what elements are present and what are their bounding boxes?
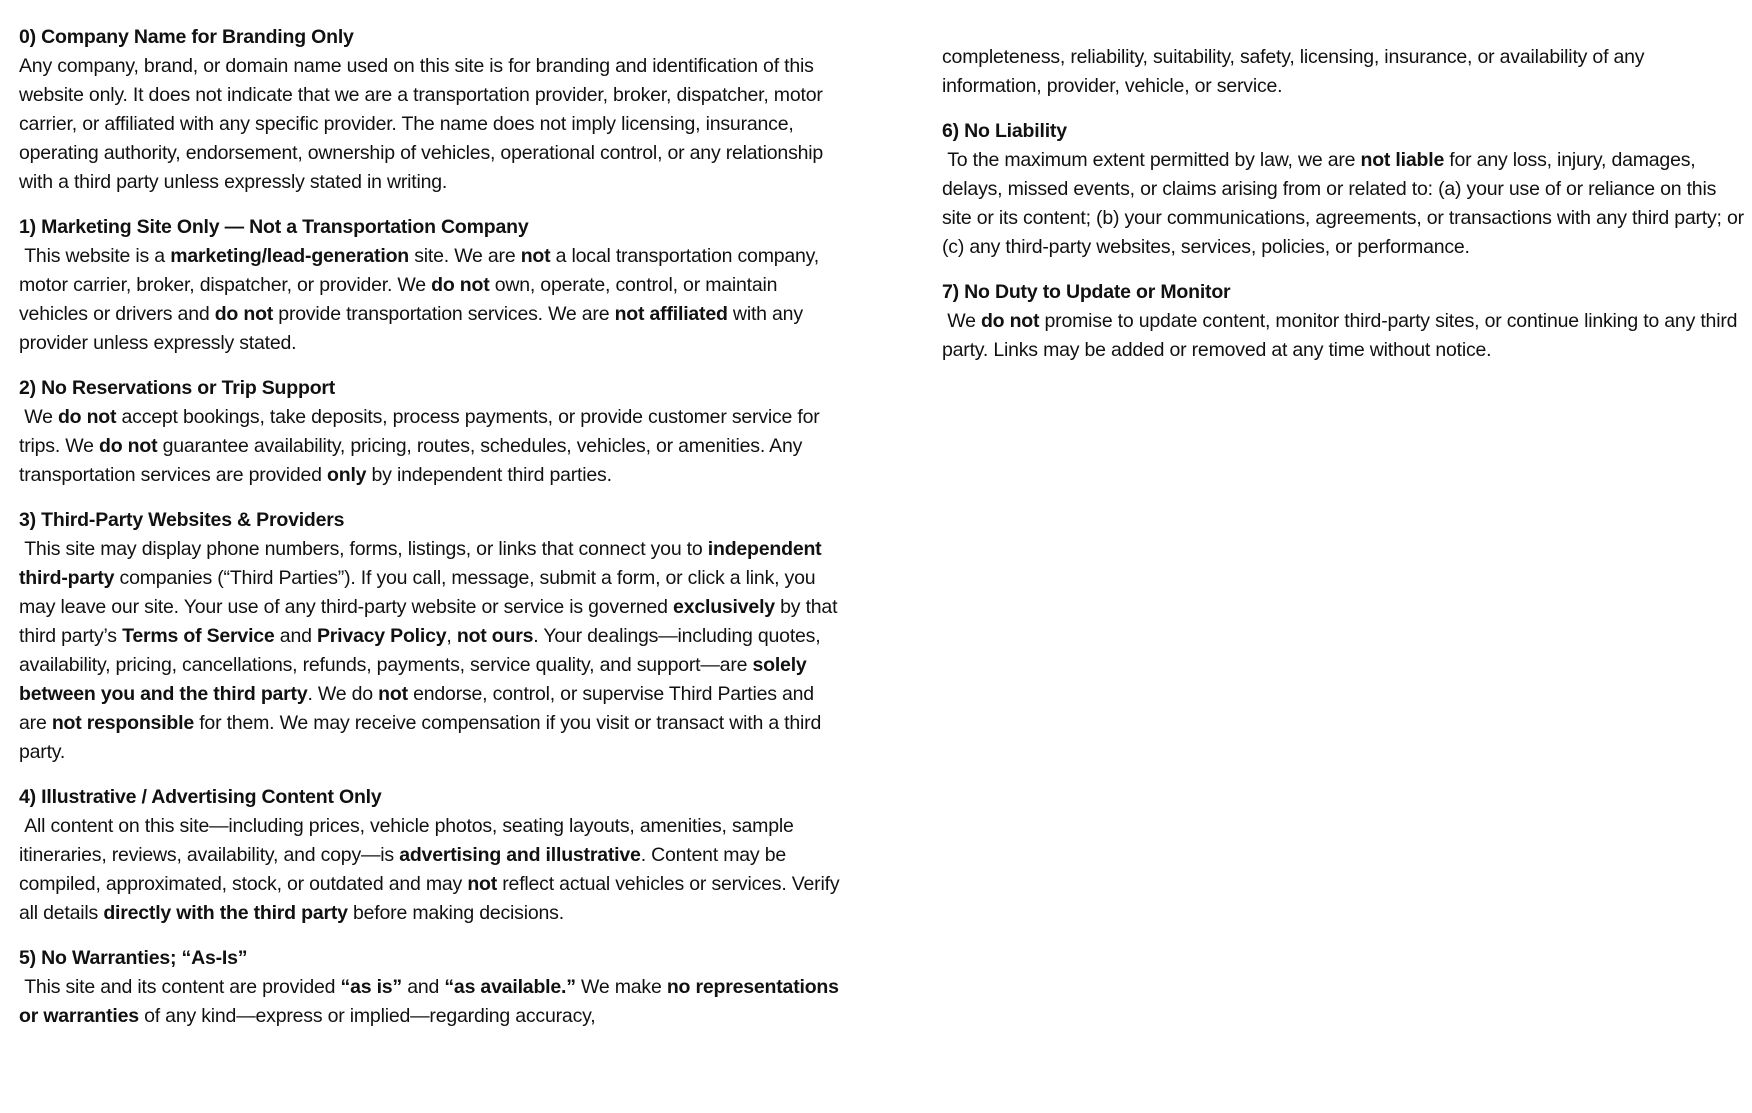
text-run: We make <box>575 976 667 998</box>
bold-text-run: no representations or warranties <box>19 976 845 1027</box>
bold-text-run: not ours <box>456 625 534 647</box>
section-body <box>19 973 845 1031</box>
section-body <box>19 812 845 928</box>
text-run: reflect actual vehicles or services. Verify all details <box>19 873 845 924</box>
section-heading: 5) No Warranties; “As-Is” <box>19 947 248 969</box>
bold-text-run: independent third-party <box>19 538 827 589</box>
disclaimer-section <box>942 101 1748 262</box>
bold-text-run: only <box>327 464 367 486</box>
text-run: companies (“Third Parties”). If you call, message, submit a form, or click a link, you may leave our site. Your use of any third-party website or service is governed <box>19 567 821 618</box>
bold-text-run: not affiliated <box>614 303 728 325</box>
text-run: accept bookings, take deposits, process payments, or provide customer service for trips. We <box>19 406 825 457</box>
bold-text-run: not <box>378 683 408 705</box>
text-run: completeness, reliability, suitability, safety, licensing, insurance, or availability of any information, provider, vehicle, or service. <box>942 46 1650 97</box>
text-run: This site may display phone numbers, forms, listings, or links that connect you to <box>19 538 708 560</box>
left-column <box>19 7 845 1031</box>
text-run: guarantee availability, pricing, routes, schedules, vehicles, or amenities. Any transportation services are provided <box>19 435 808 486</box>
text-run: This website is a <box>19 245 171 267</box>
section-body <box>19 242 841 358</box>
text-run: We <box>942 310 981 332</box>
bold-text-run: solely between you and the third party <box>19 654 812 705</box>
text-run: of any kind—express or implied—regarding accuracy, <box>138 1005 596 1027</box>
disclaimer-section <box>19 358 841 490</box>
section-heading: 2) No Reservations or Trip Support <box>19 377 336 399</box>
text-run: This site and its content are provided <box>19 976 341 998</box>
bold-text-run: not responsible <box>51 712 194 734</box>
text-run: . Content may be compiled, approximated, stock, or outdated and may <box>19 844 792 895</box>
text-run: endorse, control, or supervise Third Parties and are <box>19 683 820 734</box>
bold-text-run: do not <box>57 406 117 428</box>
bold-text-run: do not <box>431 274 490 296</box>
bold-text-run: “as available.” <box>444 976 576 998</box>
disclaimer-section <box>942 262 1748 365</box>
text-run: and <box>274 625 317 647</box>
section-body <box>19 52 841 197</box>
text-run: To the maximum extent permitted by law, we are <box>942 149 1361 171</box>
text-run: before making decisions. <box>347 902 564 924</box>
disclaimer-section <box>19 7 841 197</box>
bold-text-run: directly with the third party <box>103 902 348 924</box>
bold-text-run: marketing/lead-generation <box>170 245 409 267</box>
text-run: promise to update content, monitor third-party sites, or continue linking to any third party. Links may be added or removed at any time without notice. <box>942 310 1743 361</box>
bold-text-run: do not <box>99 435 158 457</box>
bold-text-run: Privacy Policy <box>316 625 447 647</box>
text-run: for them. We may receive compensation if you visit or transact with a third party. <box>19 712 827 763</box>
text-run: site. We are <box>409 245 521 267</box>
section-heading: 7) No Duty to Update or Monitor <box>942 281 1231 303</box>
bold-text-run: do not <box>980 310 1040 332</box>
text-run: Any company, brand, or domain name used on this site is for branding and identification of this website only. It does not indicate that we are a transportation provider, broker, dispatcher, motor carrier, or affiliated with any specific provider. The name does not imply licensing, insurance, operating authority, endorsement, ownership of vehicles, operational control, or any relationship with a third party unless expressly stated in writing. <box>19 55 829 193</box>
section-heading: 0) Company Name for Branding Only <box>19 26 354 48</box>
bold-text-run: advertising and illustrative <box>399 844 641 866</box>
text-run: We <box>19 406 58 428</box>
bold-text-run: Terms of Service <box>122 625 275 647</box>
text-run: with any provider unless expressly stated. <box>19 303 809 354</box>
text-run: . We do <box>307 683 379 705</box>
section-body <box>19 403 841 490</box>
continuation-paragraph <box>942 7 1748 101</box>
section-body <box>19 535 841 767</box>
section-heading: 1) Marketing Site Only — Not a Transportation Company <box>19 216 529 238</box>
section-body <box>942 307 1748 365</box>
section-body <box>942 43 1748 101</box>
section-heading: 4) Illustrative / Advertising Content Only <box>19 786 382 808</box>
text-run: , <box>446 625 457 647</box>
bold-text-run: “as is” <box>340 976 402 998</box>
text-run: a local transportation company, motor carrier, broker, dispatcher, or provider. We <box>19 245 825 296</box>
disclaimer-section <box>19 197 841 358</box>
bold-text-run: exclusively <box>673 596 775 618</box>
bold-text-run: do not <box>214 303 274 325</box>
section-heading: 3) Third-Party Websites & Providers <box>19 509 345 531</box>
text-run: and <box>402 976 445 998</box>
disclaimer-section <box>19 767 845 928</box>
text-run: provide transportation services. We are <box>273 303 615 325</box>
section-heading: 6) No Liability <box>942 120 1067 142</box>
section-body <box>942 146 1748 262</box>
text-run: by that third party’s <box>19 596 843 647</box>
text-run: by independent third parties. <box>366 464 612 486</box>
disclaimer-section <box>19 490 841 767</box>
disclaimer-section <box>19 928 845 1031</box>
text-run: own, operate, control, or maintain vehicles or drivers and <box>19 274 783 325</box>
text-run: for any loss, injury, damages, delays, missed events, or claims arising from or related to: (a) your use of or reliance on this site or its content; (b) your communications, agreements, or transactions with any third party; or (c) any third-party websites, services, policies, or performance. <box>942 149 1750 258</box>
bold-text-run: not liable <box>1360 149 1445 171</box>
right-column <box>942 7 1748 365</box>
text-run: All content on this site—including prices, vehicle photos, seating layouts, amenities, sample itineraries, reviews, availability, and copy—is <box>19 815 799 866</box>
bold-text-run: not <box>520 245 551 267</box>
text-run: . Your dealings—including quotes, availability, pricing, cancellations, refunds, payments, service quality, and support—are <box>19 625 826 676</box>
bold-text-run: not <box>467 873 498 895</box>
